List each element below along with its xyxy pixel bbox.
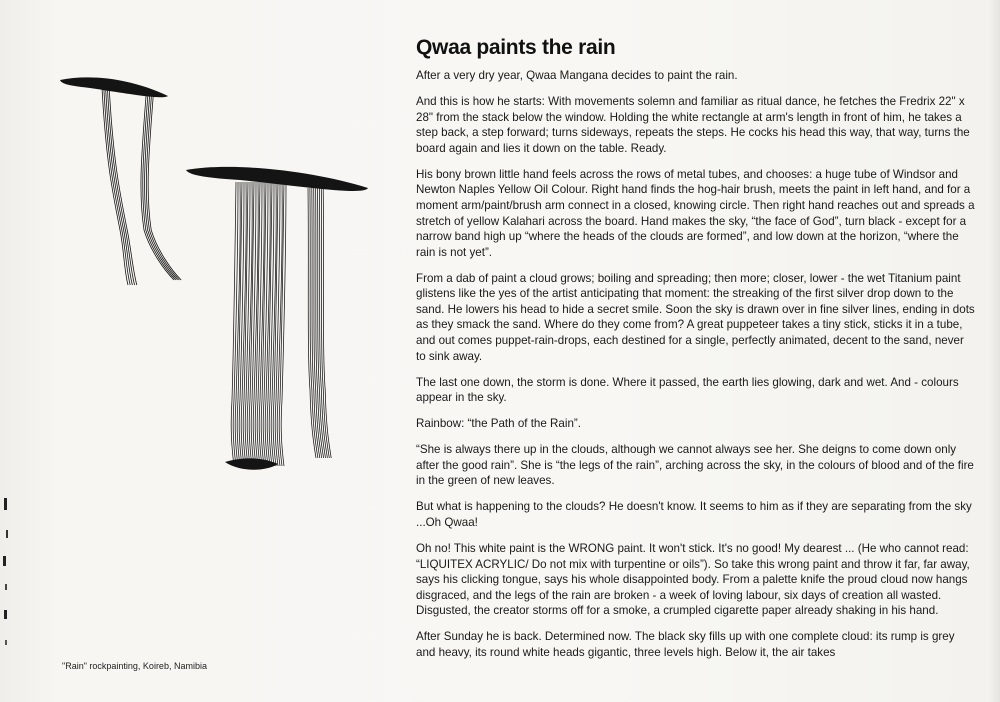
large-rain-cloud: [186, 167, 368, 470]
small-rain-cloud: [60, 77, 181, 285]
rain-rockpainting-figure: [50, 70, 380, 490]
binding-marks-graphic: [0, 480, 14, 680]
article-title: Qwaa paints the rain: [416, 36, 616, 59]
spine-binding-marks: [0, 480, 14, 680]
paragraph-4: From a dab of paint a cloud grows; boiling and spreading; then more; closer, lower - the wet Titanium paint glistens like the yes of the artist anticipating that moment: the streaking of the first silver drop down to the sand. He lowers his head to hide a secret smile. Soon the sky is drawn over in fine silver lines, ending in dots as they smack the sand. Where do they come from? A great puppeteer takes a tiny stick, sticks it in a tube, and out comes puppet-rain-drops, each destined for a single, perfectly animated, decent to the sand, never to sink away.: [416, 271, 975, 363]
paragraph-6: Rainbow: “the Path of the Rain”.: [416, 417, 581, 431]
paragraph-5: The last one down, the storm is done. Where it passed, the earth lies glowing, dark and wet. And - colours appear in the sky.: [416, 375, 959, 405]
paragraph-3: His bony brown little hand feels across the rows of metal tubes, and chooses: a huge tube of Windsor and Newton Naples Yellow Oil Colour. Right hand finds the hog-hair brush, meets the paint in left hand, and for a moment arm/paint/brush arm connect in a closed, knowing circle. Then right hand reaches out and spreads a stretch of yellow Kalahari across the board. Hand makes the sky, “the face of God”, turn black - except for a narrow band high up “where the heads of the clouds are formed”, and low down at the horizon, “where the rain is not yet”.: [416, 167, 975, 259]
paragraph-1: After a very dry year, Qwaa Mangana decides to paint the rain.: [416, 69, 738, 82]
paragraph-2: And this is how he starts: With movements solemn and familiar as ritual dance, he fetches the Fredrix 22" x 28" from the stack below the window. Holding the white rectangle at arm's length in front of him, he takes a step back, a step forward; turns sideways, repeats the steps. He cocks his head this way, that way, turns the board again and lies it down on the table. Ready.: [416, 94, 970, 155]
figure-caption: "Rain" rockpainting, Koireb, Namibia: [62, 661, 207, 671]
paragraph-8: But what is happening to the clouds? He doesn't know. It seems to him as if they are separating from the sky ...Oh Qwaa!: [416, 500, 972, 529]
paragraph-9: Oh no! This white paint is the WRONG paint. It won't stick. It's no good! My dearest ... (He who cannot read: “LIQUITEX ACRYLIC/ Do not mix with turpentine or oils”). So take this wrong paint and throw it far, far away, says his clicking tongue, says his whole disappointed body. From a palette knife the proud cloud now hangs disgraced, and the legs of the rain are broken - a week of loving labour, six days of creation all wasted. Disgusted, the creator storms off for a smoke, a crumpled cigarette paper already shaking in his hand.: [416, 541, 970, 618]
paragraph-7: “She is always there up in the clouds, although we cannot always see her. She deigns to come down only after the good rain”. She is “the legs of the rain”, arching across the sky, in the colours of blood and of the fire in the green of new leaves.: [416, 443, 974, 488]
page-edge-shadow: [988, 0, 1000, 702]
rain-rockpainting-illustration: [50, 70, 380, 490]
paragraph-10: After Sunday he is back. Determined now. The black sky fills up with one complete cloud: its rump is grey and heavy, its round white heads gigantic, three levels high. Below it, the air takes: [416, 630, 955, 659]
article: [416, 36, 976, 671]
